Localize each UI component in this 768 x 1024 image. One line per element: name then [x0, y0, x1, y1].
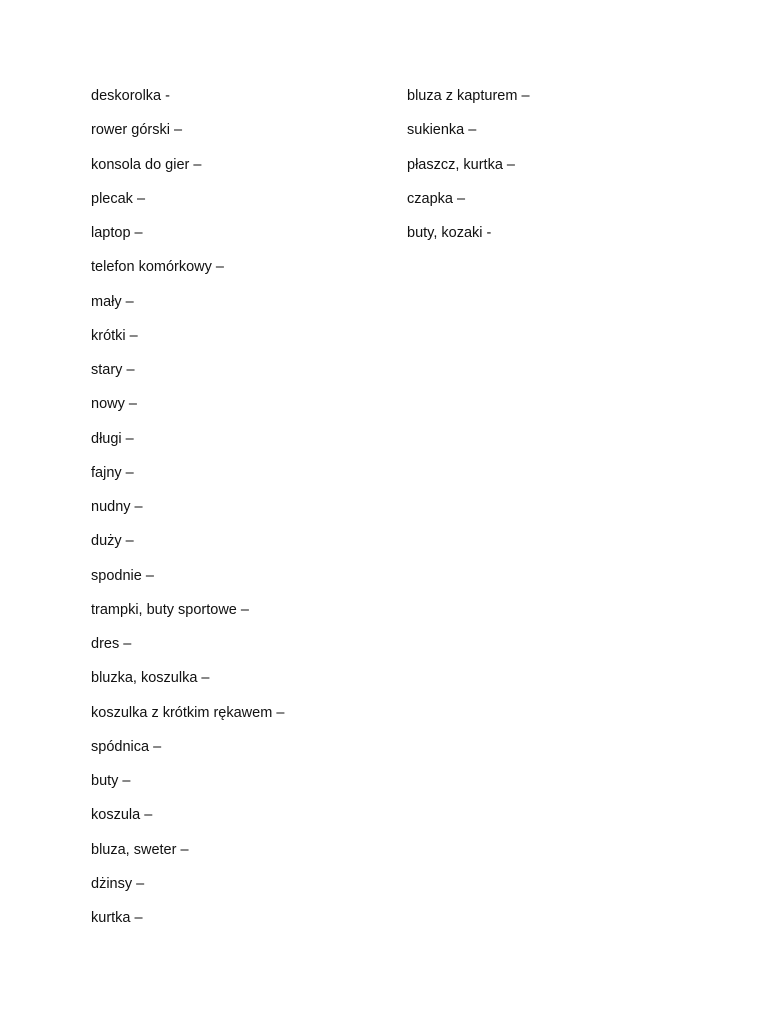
vocab-item: nudny –	[91, 499, 143, 515]
vocab-item: trampki, buty sportowe –	[91, 601, 249, 618]
vocab-item: stary –	[91, 362, 135, 378]
vocab-item: kurtka –	[91, 910, 143, 926]
vocab-item: koszulka z krótkim rękawem –	[91, 704, 285, 721]
vocab-item: spodnie –	[91, 567, 154, 584]
vocab-item: bluza z kapturem –	[407, 88, 530, 104]
vocab-item: konsola do gier –	[91, 156, 202, 173]
vocab-item: bluzka, koszulka –	[91, 670, 210, 687]
vocab-item: buty, kozaki -	[407, 225, 492, 241]
vocab-item: laptop –	[91, 225, 143, 241]
vocab-item: plecak –	[91, 190, 146, 207]
vocab-item: duży –	[91, 533, 134, 550]
vocab-item: krótki –	[91, 327, 138, 344]
vocab-item: dżinsy –	[91, 875, 145, 892]
vocab-item: czapka –	[407, 190, 466, 207]
vocab-item: buty –	[91, 773, 131, 789]
vocab-item: fajny –	[91, 464, 134, 481]
vocab-item: dres –	[91, 636, 132, 652]
vocab-item: płaszcz, kurtka –	[407, 156, 515, 173]
vocab-item: telefon komórkowy –	[91, 259, 224, 276]
vocab-item: mały –	[91, 293, 134, 310]
vocab-item: deskorolka -	[91, 88, 170, 104]
vocab-item: długi –	[91, 430, 134, 447]
vocab-item: rower górski –	[91, 122, 183, 139]
vocab-item: bluza, sweter –	[91, 841, 189, 858]
vocab-item: sukienka –	[407, 122, 477, 139]
vocab-item: nowy –	[91, 396, 137, 413]
vocabulary-list-right	[407, 84, 707, 255]
vocabulary-list-left	[91, 84, 391, 940]
vocab-item: spódnica –	[91, 738, 162, 755]
vocab-item: koszula –	[91, 807, 153, 824]
